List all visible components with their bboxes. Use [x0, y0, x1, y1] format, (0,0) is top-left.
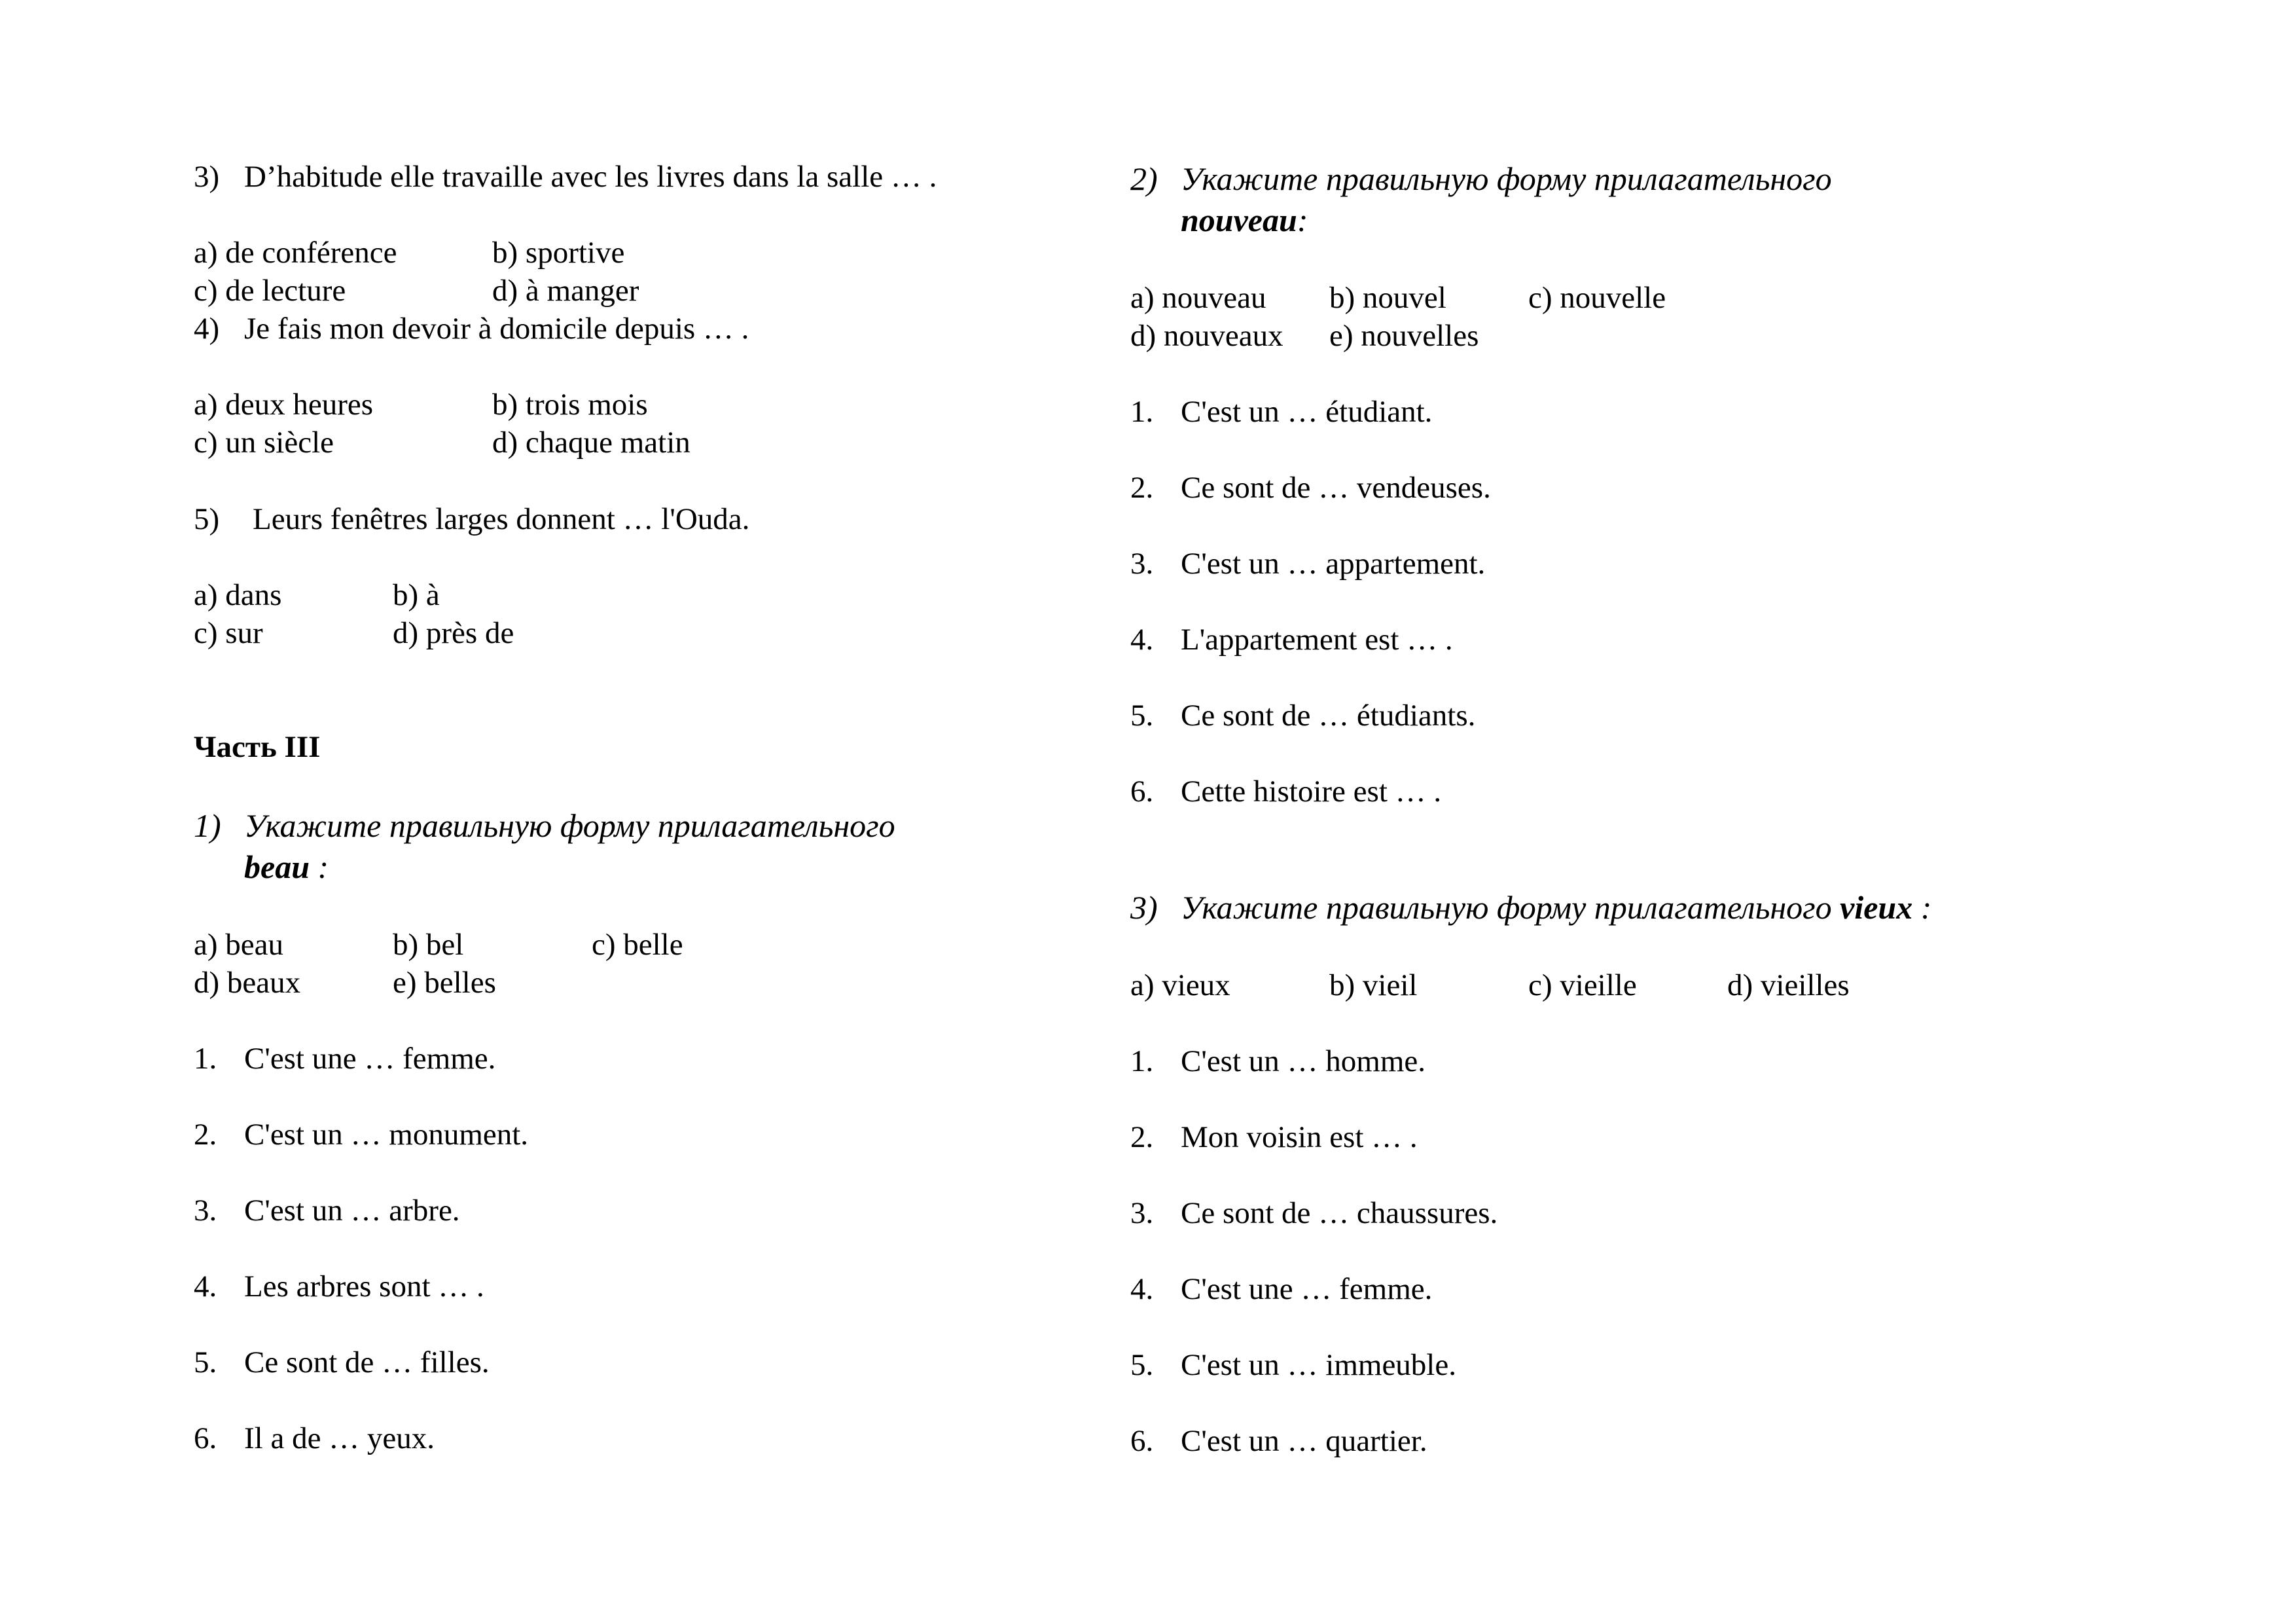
- question-text: Leurs fenêtres larges donnent … l'Ouda.: [253, 502, 750, 536]
- item-number: 2.: [1130, 471, 1154, 505]
- question-number: 3): [194, 160, 220, 194]
- item-number: 1.: [1130, 1044, 1154, 1078]
- task-number: 1): [194, 807, 221, 844]
- option-d: d) chaque matin: [492, 426, 691, 460]
- colon: :: [1297, 202, 1308, 238]
- option-e: e) nouvelles: [1329, 319, 1479, 353]
- option-b: b) à: [393, 578, 440, 612]
- item-sentence: C'est une … femme.: [244, 1042, 496, 1076]
- option-b: b) vieil: [1329, 968, 1418, 1002]
- target-word: nouveau: [1181, 202, 1297, 238]
- item-number: 6.: [1130, 1424, 1154, 1458]
- item-sentence: Ce sont de … vendeuses.: [1181, 471, 1491, 505]
- option-a: a) nouveau: [1130, 281, 1266, 315]
- item-number: 6.: [194, 1421, 217, 1455]
- question-number: 4): [194, 312, 220, 346]
- question-number: 5): [194, 502, 220, 536]
- colon: :: [310, 848, 329, 885]
- item-sentence: Il a de … yeux.: [244, 1421, 435, 1455]
- item-number: 5.: [1130, 699, 1154, 733]
- item-number: 1.: [194, 1042, 217, 1076]
- item-number: 3.: [194, 1194, 217, 1228]
- option-b: b) trois mois: [492, 388, 648, 422]
- option-a: a) deux heures: [194, 388, 374, 422]
- item-number: 3.: [1130, 1196, 1154, 1230]
- item-number: 5.: [1130, 1348, 1154, 1382]
- question-text: D’habitude elle travaille avec les livres dans la salle … .: [244, 160, 937, 194]
- option-c: c) belle: [592, 928, 683, 962]
- part-title: Часть III: [194, 730, 321, 764]
- item-number: 3.: [1130, 547, 1154, 581]
- item-number: 2.: [1130, 1120, 1154, 1154]
- target-word: vieux: [1840, 889, 1913, 926]
- option-c: c) un siècle: [194, 426, 334, 460]
- item-sentence: C'est un … monument.: [244, 1118, 529, 1152]
- item-sentence: L'appartement est … .: [1181, 623, 1453, 657]
- item-number: 4.: [1130, 1272, 1154, 1306]
- option-d: d) près de: [393, 616, 514, 650]
- item-sentence: Les arbres sont … .: [244, 1269, 484, 1304]
- option-c: c) nouvelle: [1528, 281, 1666, 315]
- item-sentence: C'est un … appartement.: [1181, 547, 1486, 581]
- option-c: c) sur: [194, 616, 263, 650]
- item-number: 5.: [194, 1345, 217, 1379]
- item-sentence: Cette histoire est … .: [1181, 775, 1442, 809]
- task-instruction-tail: [1181, 204, 1308, 236]
- option-a: a) dans: [194, 578, 282, 612]
- option-c: c) vieille: [1528, 968, 1637, 1002]
- instruction-text: Укажите правильную форму прилагательного: [1181, 889, 1840, 926]
- item-number: 4.: [1130, 623, 1154, 657]
- option-e: e) belles: [393, 966, 496, 1000]
- task-instruction: Укажите правильную форму прилагательного: [1181, 160, 1832, 197]
- option-a: a) de conférence: [194, 236, 397, 270]
- item-number: 4.: [194, 1269, 217, 1304]
- option-d: d) vieilles: [1727, 968, 1850, 1002]
- item-sentence: C'est un … immeuble.: [1181, 1348, 1456, 1382]
- item-number: 2.: [194, 1118, 217, 1152]
- item-number: 1.: [1130, 395, 1154, 429]
- item-number: 6.: [1130, 775, 1154, 809]
- colon: :: [1912, 889, 1932, 926]
- item-sentence: Ce sont de … chaussures.: [1181, 1196, 1498, 1230]
- item-sentence: C'est un … arbre.: [244, 1194, 460, 1228]
- option-a: a) vieux: [1130, 968, 1230, 1002]
- option-b: b) sportive: [492, 236, 625, 270]
- item-sentence: C'est un … quartier.: [1181, 1424, 1427, 1458]
- task-number: 2): [1130, 160, 1158, 197]
- item-sentence: Mon voisin est … .: [1181, 1120, 1418, 1154]
- option-b: b) nouvel: [1329, 281, 1446, 315]
- option-d: d) à manger: [492, 274, 639, 308]
- option-a: a) beau: [194, 928, 283, 962]
- task-instruction: Укажите правильную форму прилагательного: [244, 807, 895, 844]
- task-instruction-tail: [244, 850, 329, 883]
- option-c: c) de lecture: [194, 274, 346, 308]
- target-word: beau: [244, 848, 310, 885]
- option-b: b) bel: [393, 928, 464, 962]
- option-d: d) nouveaux: [1130, 319, 1283, 353]
- item-sentence: C'est une … femme.: [1181, 1272, 1433, 1306]
- item-sentence: C'est un … homme.: [1181, 1044, 1426, 1078]
- option-d: d) beaux: [194, 966, 301, 1000]
- task-instruction: [1181, 891, 1931, 924]
- task-number: 3): [1130, 889, 1158, 926]
- item-sentence: C'est un … étudiant.: [1181, 395, 1433, 429]
- item-sentence: Ce sont de … étudiants.: [1181, 699, 1476, 733]
- question-text: Je fais mon devoir à domicile depuis … .: [244, 312, 749, 346]
- item-sentence: Ce sont de … filles.: [244, 1345, 490, 1379]
